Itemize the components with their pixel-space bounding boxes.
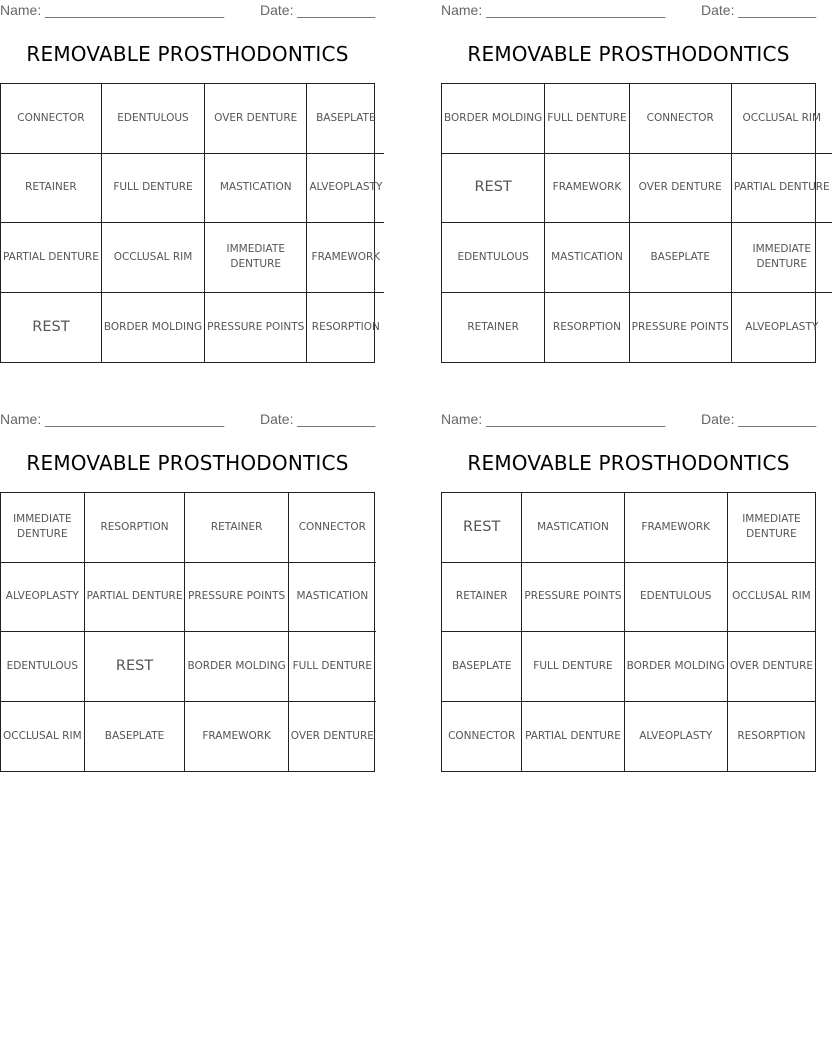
bingo-cell: PARTIAL DENTURE [85,563,186,633]
bingo-cell: EDENTULOUS [1,632,85,702]
card-title: REMOVABLE PROSTHODONTICS [26,42,349,66]
bingo-cell: PRESSURE POINTS [522,563,624,633]
bingo-cell: FRAMEWORK [625,493,728,563]
bingo-cell: RETAINER [442,563,522,633]
date-field-label: Date: __________ [701,2,817,18]
bingo-cell: CONNECTOR [1,84,102,154]
date-field-label: Date: __________ [260,2,376,18]
bingo-cell: BASEPLATE [85,702,186,772]
bingo-cell: IMMEDIATE DENTURE [1,493,85,563]
bingo-cell: ALVEOPLASTY [625,702,728,772]
bingo-cell: PARTIAL DENTURE [1,223,102,293]
name-field-label: Name: _______________________ [0,411,225,427]
bingo-cell: RESORPTION [737,729,806,742]
bingo-cell: ALVEOPLASTY [307,154,384,224]
bingo-cell: CONNECTOR [289,493,376,563]
bingo-cell: OVER DENTURE [290,729,374,742]
date-field-label: Date: __________ [701,411,817,427]
bingo-card-1 [0,0,383,365]
bingo-cell: PRESSURE POINTS [185,563,288,633]
bingo-cell: EDENTULOUS [102,84,205,154]
bingo-cell: OVER DENTURE [630,154,732,224]
bingo-cell: OCCLUSAL RIM [1,702,85,772]
bingo-cell: FULL DENTURE [289,632,376,702]
bingo-cell-rest: REST [442,493,522,563]
bingo-cell: FRAMEWORK [545,154,629,224]
bingo-cell: PRESSURE POINTS [630,293,732,363]
bingo-cell: IMMEDIATE DENTURE [205,223,307,293]
bingo-cell: PARTIAL DENTURE [522,702,624,772]
bingo-cell: BASEPLATE [630,223,732,293]
card-header [0,2,375,20]
bingo-cell: EDENTULOUS [442,223,545,293]
bingo-cell: FULL DENTURE [545,84,629,154]
bingo-grid [0,83,383,363]
bingo-card-3 [0,409,375,774]
bingo-cell: RESORPTION [311,320,380,333]
bingo-cell-rest: REST [442,154,545,224]
bingo-cell: IMMEDIATE DENTURE [728,493,815,563]
bingo-cell-rest: REST [1,293,102,363]
bingo-cell: RETAINER [185,493,288,563]
bingo-cell: BORDER MOLDING [442,84,545,154]
card-header [0,411,375,429]
name-field-label: Name: _______________________ [0,2,225,18]
bingo-card-2 [441,0,830,365]
bingo-cell: OVER DENTURE [728,632,815,702]
bingo-cell: BORDER MOLDING [625,632,728,702]
bingo-grid [441,492,816,772]
bingo-cell: EDENTULOUS [625,563,728,633]
date-field-label: Date: __________ [260,411,376,427]
bingo-card-4 [441,409,816,774]
bingo-grid [0,492,375,772]
bingo-cell: FRAMEWORK [307,223,384,293]
bingo-cell: BORDER MOLDING [185,632,288,702]
bingo-cell: BORDER MOLDING [102,293,205,363]
bingo-cell: MASTICATION [522,493,624,563]
bingo-cell-rest: REST [85,632,186,702]
bingo-cell: BASEPLATE [442,632,522,702]
bingo-cell: FRAMEWORK [185,702,288,772]
card-title: REMOVABLE PROSTHODONTICS [467,451,790,475]
bingo-cell: MASTICATION [545,223,629,293]
bingo-cell: OVER DENTURE [205,84,307,154]
bingo-cell: CONNECTOR [442,702,522,772]
name-field-label: Name: _______________________ [441,2,666,18]
bingo-cell: MASTICATION [205,154,307,224]
bingo-grid [441,83,830,363]
bingo-cell: FULL DENTURE [522,632,624,702]
bingo-cell: FULL DENTURE [102,154,205,224]
bingo-cell: IMMEDIATE DENTURE [732,223,832,293]
bingo-cell: OCCLUSAL RIM [102,223,205,293]
name-field-label: Name: _______________________ [441,411,666,427]
bingo-cell: OCCLUSAL RIM [732,84,832,154]
bingo-cell: RETAINER [1,154,102,224]
bingo-cell: PRESSURE POINTS [205,293,307,363]
bingo-cell: RESORPTION [545,293,629,363]
card-header [441,2,816,20]
card-header [441,411,816,429]
card-title: REMOVABLE PROSTHODONTICS [467,42,790,66]
bingo-cell: BASEPLATE [307,84,384,154]
card-title: REMOVABLE PROSTHODONTICS [26,451,349,475]
bingo-cell: PARTIAL DENTURE [732,154,832,224]
bingo-cell: ALVEOPLASTY [1,563,85,633]
bingo-cell: MASTICATION [289,563,376,633]
bingo-cell: RETAINER [442,293,545,363]
bingo-cell: ALVEOPLASTY [745,320,819,333]
bingo-cell: RESORPTION [85,493,186,563]
bingo-cell: OCCLUSAL RIM [728,563,815,633]
bingo-cell: CONNECTOR [630,84,732,154]
